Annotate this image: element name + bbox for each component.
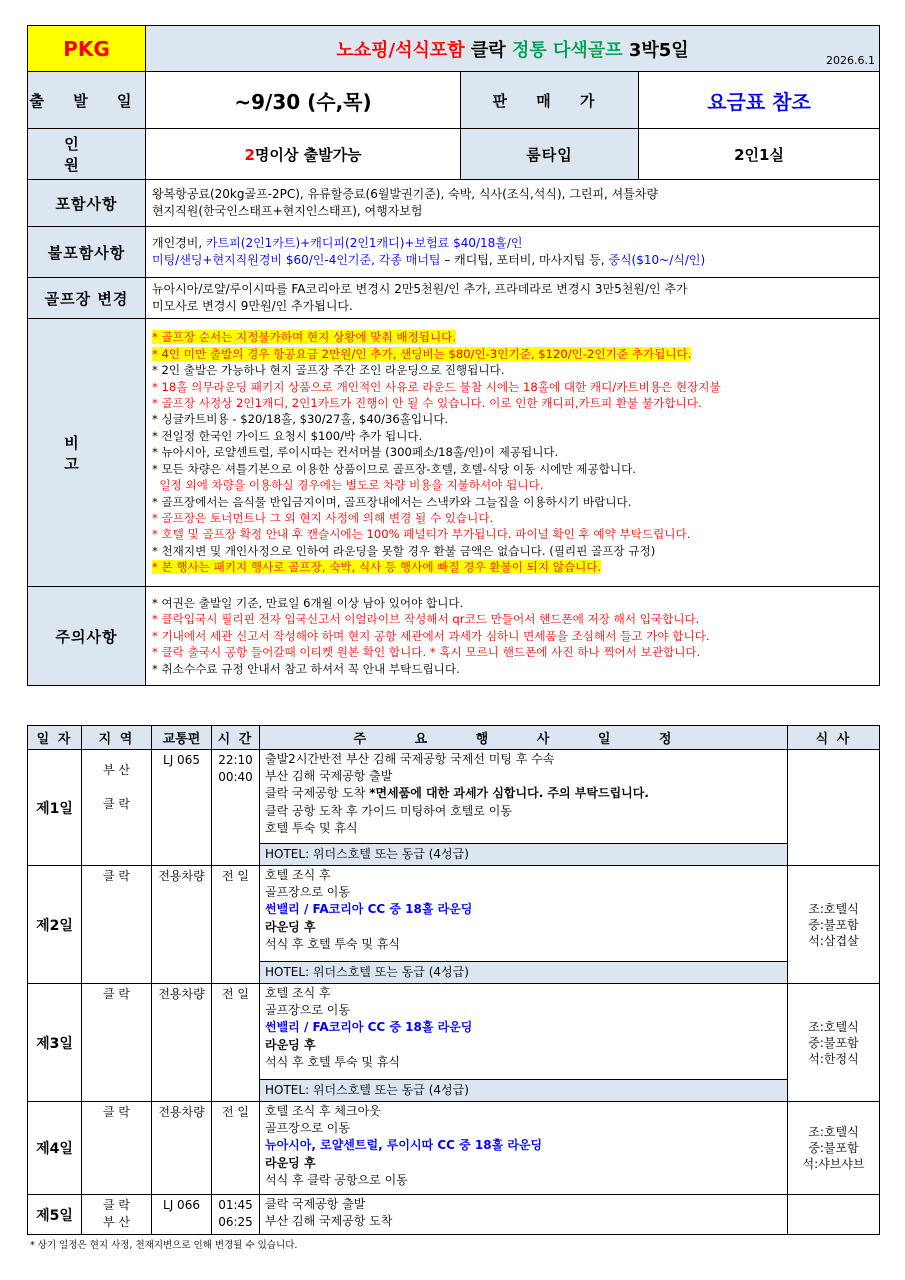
title-no-shopping: 노쇼핑/석식포함 (336, 39, 465, 61)
exclude-meeting: 미팅/샌딩+현지직원경비 $60/인-4인기준, 각종 매너팁 (152, 253, 441, 267)
plan-line: 골프장으로 이동 (265, 1121, 350, 1136)
price-label: 판 매 가 (461, 72, 639, 129)
day-time-value: 01:45 (218, 1198, 253, 1212)
day-region-value (82, 779, 151, 796)
exclude-line (152, 235, 873, 252)
day-region (82, 750, 152, 866)
caution-line: * 클락 출국시 공항 들어갈때 이티켓 원본 확인 합니다. * 혹시 모르니 핸드폰에 사진 하나 찍어서 보관합니다. (152, 645, 701, 660)
plan-line: 호텔 조식 후 (265, 986, 331, 1000)
remarks-highlight: * 골프장 순서는 지정불가하며 현지 상황에 맞춰 배정됩니다. (152, 330, 457, 345)
remarks-line (152, 559, 873, 575)
remarks-line: * 싱글카트비용 - $20/18홀, $30/27홀, $40/36홀입니다. (152, 412, 449, 427)
plan-line: 석식 후 호텔 투숙 및 휴식 (265, 1054, 400, 1069)
plan-line: 썬밸리 / FA코리아 CC 중 18홀 라운딩 (265, 902, 473, 917)
header-day: 일 자 (28, 726, 82, 750)
day-transport-value: LJ 066 (163, 1198, 200, 1212)
day-plan (260, 750, 788, 844)
plan-line: 라운딩 후 (265, 919, 316, 934)
header-plan: 주 요 행 사 일 정 (260, 726, 788, 750)
course-line: 뉴아시아/로얄/루이시따를 FA코리아로 변경시 2만5천원/인 추가, 프라데라로 변경시 3만5천원/인 추가 (152, 282, 688, 296)
remarks-line: * 골프장에서는 음식물 반입금지이며, 골프장내에서는 스낵카와 그늘집을 이용하시기 바랍니다. (152, 494, 632, 509)
exclude-cart-caddie: 카트피(2인1카트)+캐디피(2인1캐디)+보험료 $40/18홀/인 (206, 236, 523, 250)
remarks-line: * 호텔 및 골프장 확정 안내 후 캔슬시에는 100% 페널티가 부가됩니다. 파이널 확인 후 예약 부탁드립니다. (152, 527, 691, 542)
day-region-value: 클 락 (103, 869, 130, 883)
remarks-line: * 골프장은 토너먼트나 그 외 현지 사정에 의해 변경 될 수 있습니다. (152, 510, 494, 525)
day-transport-value: 전용차량 (158, 987, 205, 1001)
itinerary-day-row (28, 750, 880, 844)
plan-line: 호텔 투숙 및 휴식 (265, 820, 358, 835)
day-transport-value: 전용차량 (158, 1105, 205, 1119)
day-transport-value: LJ 065 (163, 753, 200, 767)
caution-content (146, 587, 880, 686)
exclude-content (146, 227, 880, 278)
day-plan (260, 866, 788, 962)
day-region-value: 부 산 (103, 763, 130, 777)
plan-line: 클락 공항 도착 후 가이드 미팅하여 호텔로 이동 (265, 803, 512, 818)
itinerary-table (27, 725, 880, 1235)
header-meal: 식 사 (788, 726, 880, 750)
plan-line: 라운딩 후 (265, 1037, 316, 1052)
document-date: 2026.6.1 (826, 54, 876, 67)
caution-line: * 클락입국시 필리핀 전자 입국신고서 이얼라이브 작성해서 qr코드 만들어서 핸드폰에 저장 해서 입국합니다. (152, 612, 700, 627)
day-time-value: 06:25 (218, 1215, 253, 1229)
people-text: 명이상 출발가능 (254, 145, 362, 164)
day-time-value: 22:10 (218, 753, 253, 767)
day-region (82, 1102, 152, 1195)
day-hotel: HOTEL: 위더스호텔 또는 동급 (4성급) (260, 1080, 788, 1102)
itinerary-day-row (28, 1195, 880, 1235)
itinerary-day-row (28, 984, 880, 1080)
caution-label: 주의사항 (28, 587, 146, 686)
course-line: 미모사로 변경시 9만원/인 추가됩니다. (152, 299, 353, 313)
meal-item: 조:호텔식 (808, 1019, 859, 1034)
remarks-content (146, 319, 880, 587)
plan-line: 석식 후 호텔 투숙 및 휴식 (265, 936, 400, 951)
plan-line: 출발2시간반전 부산 김해 국제공항 국제선 미팅 후 수속 (265, 752, 555, 766)
day-region (82, 866, 152, 984)
remarks-line: * 전일정 한국인 가이드 요청시 $100/박 추가 됩니다. (152, 428, 423, 443)
day-time (212, 1102, 260, 1195)
day-meals (788, 866, 880, 984)
include-line: 왕복항공료(20kg골프-2PC), 유류할증료(6월발권기준), 숙박, 식사(조식,석식), 그린피, 셔틀차량 (152, 187, 659, 201)
day-plan (260, 984, 788, 1080)
remarks-line (152, 346, 873, 362)
day-hotel: HOTEL: 위더스호텔 또는 동급 (4성급) (260, 844, 788, 866)
remarks-line: * 2인 출발은 가능하나 현지 골프장 주간 조인 라운딩으로 진행됩니다. (152, 363, 505, 378)
meal-item: 중:불포함 (808, 1035, 859, 1050)
day-time (212, 750, 260, 866)
meal-item: 석:삼겹살 (808, 933, 859, 948)
day-label: 제3일 (28, 984, 82, 1102)
day-transport (152, 1102, 212, 1195)
remarks-line: * 모든 차량은 셔틀기본으로 이용한 상품이므로 골프장-호텔, 호텔-식당 이동 시에만 제공합니다. (152, 461, 636, 476)
header-region: 지 역 (82, 726, 152, 750)
departure-label: 출 발 일 (28, 72, 146, 129)
plan-line: 호텔 조식 후 (265, 868, 331, 882)
header-transport: 교통편 (152, 726, 212, 750)
title-duration: 3박5일 (622, 39, 689, 61)
plan-text: 클락 국제공항 도착 (265, 786, 370, 801)
day-time-value: 00:40 (218, 770, 253, 784)
title-golf: 정통 다색골프 (511, 39, 623, 61)
day-transport-value: 전용차량 (158, 869, 205, 883)
day-region-value: 부 산 (103, 1215, 130, 1229)
plan-line: 골프장으로 이동 (265, 1003, 350, 1018)
room-label: 룸타입 (461, 129, 639, 180)
plan-line: 호텔 조식 후 체크아웃 (265, 1104, 381, 1118)
day-time (212, 1195, 260, 1235)
exclude-line (152, 252, 873, 269)
meal-item: 조:호텔식 (808, 901, 859, 916)
remarks-line (152, 329, 873, 345)
package-title (146, 26, 880, 72)
remarks-line: * 뉴아시아, 로얄센트럴, 루이시따는 컨서머블 (300페소/18홀/인)이 제공됩니다. (152, 445, 559, 460)
remarks-label: 비 고 (28, 319, 146, 587)
exclude-lunch: 중식($10~/식/인) (608, 253, 706, 267)
day-label: 제1일 (28, 750, 82, 866)
room-value: 2인1실 (639, 129, 880, 180)
plan-warning: *면세품에 대한 과세가 심합니다. 주의 부탁드립니다. (369, 786, 649, 801)
day-plan (260, 1195, 788, 1235)
caution-line: * 취소수수료 규정 안내서 참고 하셔서 꼭 안내 부탁드립니다. (152, 661, 460, 676)
caution-line: * 기내에서 세관 신고서 작성해야 하며 현지 공항 세관에서 과세가 심하니 면세품을 조심해서 들고 가야 합니다. (152, 628, 710, 643)
day-time-value: 전 일 (222, 987, 249, 1001)
package-info-table (27, 25, 880, 686)
day-region-value: 클 락 (103, 987, 130, 1001)
exclude-label: 불포함사항 (28, 227, 146, 278)
day-region-value: 클 락 (103, 1198, 130, 1212)
plan-line: 부산 김해 국제공항 출발 (265, 769, 393, 784)
plan-line: 뉴아시아, 로얄센트럴, 루이시따 CC 중 18홀 라운딩 (265, 1138, 543, 1153)
pkg-badge: PKG (28, 26, 146, 72)
day-region (82, 1195, 152, 1235)
day-time-value: 전 일 (222, 1105, 249, 1119)
include-content (146, 180, 880, 227)
day-transport (152, 750, 212, 866)
meal-item: 석:샤브샤브 (802, 1157, 865, 1171)
header-time: 시 간 (212, 726, 260, 750)
day-meals (788, 1102, 880, 1195)
day-region-value: 클 락 (103, 1105, 130, 1119)
day-plan (260, 1102, 788, 1195)
meal-item: 중:불포함 (808, 1141, 859, 1155)
exclude-tips: – 캐디팁, 포터비, 마사지팁 등, (440, 253, 609, 267)
day-meals (788, 984, 880, 1102)
people-value (146, 129, 461, 180)
day-label: 제5일 (28, 1195, 82, 1235)
day-label: 제2일 (28, 866, 82, 984)
plan-line: 부산 김해 국제공항 도착 (265, 1214, 393, 1229)
day-transport (152, 866, 212, 984)
caution-line: * 여권은 출발일 기준, 만료일 6개월 이상 남아 있어야 합니다. (152, 595, 464, 610)
plan-line: 석식 후 클락 공항으로 이동 (265, 1172, 408, 1187)
title-clark: 클락 (464, 39, 512, 61)
include-line: 현지직원(한국인스태프+현지인스태프), 여행자보험 (152, 204, 423, 218)
itinerary-day-row (28, 1102, 880, 1195)
remarks-line: * 골프장 사정상 2인1캐디, 2인1카트가 진행이 안 될 수 있습니다. 이로 인한 캐디피,카트피 환불 불가합니다. (152, 396, 702, 411)
people-label: 인 원 (28, 129, 146, 180)
day-transport (152, 1195, 212, 1235)
course-change-content (146, 278, 880, 319)
day-region-value: 클 락 (103, 797, 130, 811)
day-time-value: 전 일 (222, 869, 249, 883)
course-change-label: 골프장 변경 (28, 278, 146, 319)
plan-line (265, 785, 782, 802)
day-label: 제4일 (28, 1102, 82, 1195)
plan-line: 클락 국제공항 출발 (265, 1197, 366, 1211)
price-value: 요금표 참조 (639, 72, 880, 129)
day-meals (788, 750, 880, 866)
day-hotel: HOTEL: 위더스호텔 또는 동급 (4성급) (260, 962, 788, 984)
meal-item: 조:호텔식 (808, 1125, 859, 1139)
day-transport (152, 984, 212, 1102)
departure-value: ~9/30 (수,목) (146, 72, 461, 129)
schedule-footnote: * 상기 일정은 현지 사정, 천재지변으로 인해 변경될 수 있습니다. (30, 1240, 298, 1251)
plan-line: 라운딩 후 (265, 1155, 316, 1170)
day-region (82, 984, 152, 1102)
remarks-highlight: * 4인 미만 출발의 경우 항공요금 2만원/인 추가, 샌딩비는 $80/인-3인기준, $120/인-2인기준 추가됩니다. (152, 346, 692, 361)
exclude-personal: 개인경비, (152, 236, 206, 250)
meal-item: 석:한정식 (808, 1051, 859, 1066)
include-label: 포함사항 (28, 180, 146, 227)
remarks-line: 일정 외에 차량을 이용하실 경우에는 별도로 차량 비용을 지불하셔야 됩니다. (152, 478, 544, 493)
remarks-line: * 18홀 의무라운딩 패키지 상품으로 개인적인 사유로 라운드 불참 시에는 18홀에 대한 캐디/카트비용은 현장지불 (152, 379, 721, 394)
day-meals (788, 1195, 880, 1235)
remarks-line: * 천재지변 및 개인사정으로 인하여 라운딩을 못할 경우 환불 금액은 없습니다. (필리핀 골프장 규정) (152, 543, 656, 558)
remarks-highlight: * 본 행사는 패키지 행사로 골프장, 숙박, 식사 등 행사에 빠질 경우 환불이 되지 않습니다. (152, 560, 602, 575)
plan-line: 골프장으로 이동 (265, 885, 350, 900)
plan-line: 썬밸리 / FA코리아 CC 중 18홀 라운딩 (265, 1020, 473, 1035)
itinerary-day-row (28, 866, 880, 962)
meal-item: 중:불포함 (808, 917, 859, 932)
day-time (212, 984, 260, 1102)
people-count: 2 (244, 145, 255, 164)
day-time (212, 866, 260, 984)
